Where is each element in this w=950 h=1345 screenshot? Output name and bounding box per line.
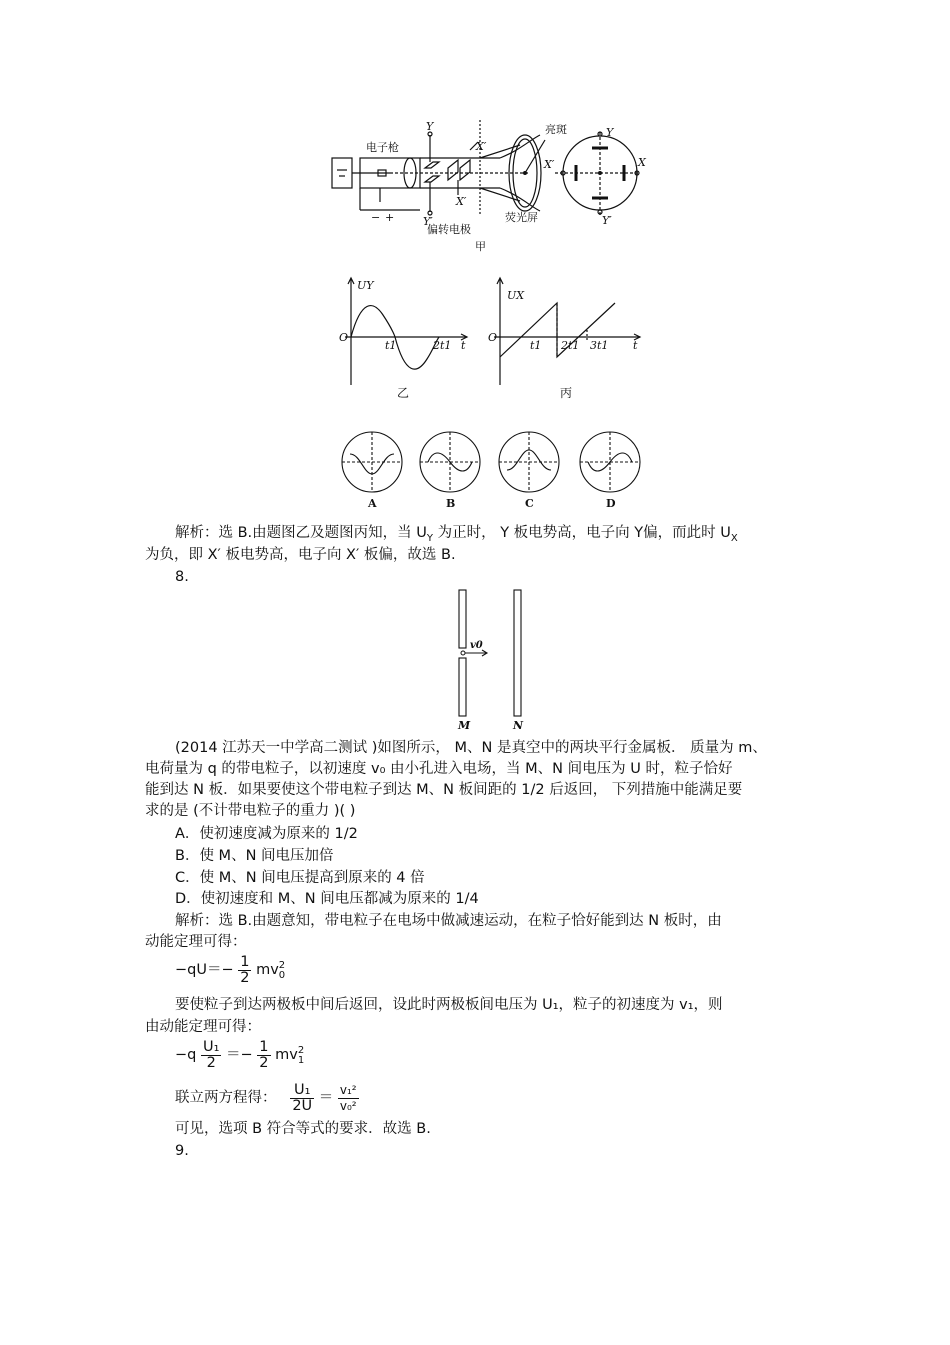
figure-caption-jia: 甲 bbox=[475, 240, 486, 253]
q8-option-d: D．使初速度和 M、N 间电压都减为原来的 1/4 bbox=[175, 891, 479, 907]
plate-m-lower bbox=[459, 658, 466, 716]
q8-stem-line2: 电荷量为 q 的带电粒子，以初速度 v₀ 由小孔进入电场，当 M、N 间电压为 U 时，粒子恰好 bbox=[145, 761, 733, 777]
q7-solution-line2: 为负，即 X′ 板电势高，电子向 X′ 板偏，故选 B. bbox=[145, 547, 456, 563]
q7-solution-line1: 解析：选 B.由题图乙及题图丙知，当 $U_Y$ 为正时， Y 板电势高，电子向 Y偏，而此时 $U_X$ bbox=[175, 525, 738, 544]
label-minus: − bbox=[371, 211, 381, 224]
option-figures bbox=[338, 428, 648, 513]
q8-stem-line4: 求的是 (不计带电粒子的重力 )( ) bbox=[145, 803, 356, 819]
label-y-prime-front: Y′ bbox=[602, 214, 612, 227]
label-t1-left: t1 bbox=[385, 339, 397, 352]
label-x-prime: X′ bbox=[476, 140, 487, 153]
q8-number: 8. bbox=[175, 569, 189, 585]
label-y: Y bbox=[426, 120, 434, 133]
label-n: N bbox=[513, 719, 524, 732]
label-bright-spot: 亮斑 bbox=[545, 123, 567, 136]
label-deflection-plates: 偏转电极 bbox=[427, 223, 471, 236]
q9-number: 9. bbox=[175, 1143, 189, 1159]
label-origin-left: O bbox=[339, 331, 349, 344]
q8-option-b: B．使 M、N 间电压加倍 bbox=[175, 848, 334, 864]
q8-solution-line3: 要使粒子到达两极板中间后返回，设此时两极板间电压为 U₁，粒子的初速度为 v₁，则 bbox=[175, 997, 723, 1013]
option-label-c: C bbox=[525, 497, 534, 510]
q8-option-c: C．使 M、N 间电压提高到原来的 4 倍 bbox=[175, 870, 425, 886]
q8-solution-line1: 解析：选 B.由题意知，带电粒子在电场中做减速运动，在粒子恰好能到达 N 板时，由 bbox=[175, 913, 722, 929]
label-y-front: Y bbox=[606, 126, 614, 139]
label-2t1-right: 2t1 bbox=[561, 339, 580, 352]
label-x-prime-2: X′ bbox=[456, 195, 467, 208]
figure-caption-yi: 乙 bbox=[397, 386, 410, 400]
equation-2: −q $\frac{\text{U₁}}{2}$ ＝− $\frac{1}{2}$ mv 2 1 bbox=[175, 1039, 305, 1071]
label-uy: UY bbox=[357, 279, 374, 292]
label-m: M bbox=[458, 719, 471, 732]
q8-option-a: A．使初速度减为原来的 1/2 bbox=[175, 826, 358, 842]
label-electron-gun: 电子枪 bbox=[366, 141, 399, 154]
label-ux: UX bbox=[507, 289, 525, 302]
q8-solution-line2: 动能定理可得： bbox=[145, 934, 247, 950]
label-y-prime: Y′ bbox=[423, 215, 433, 228]
q8-stem-line3: 能到达 N 板．如果要使这个带电粒子到达 M、N 板间距的 1/2 后返回， 下列措施中能满足要 bbox=[145, 782, 743, 798]
plate-m-upper bbox=[459, 590, 466, 648]
label-v0: v0 bbox=[470, 640, 483, 651]
figure-caption-bing: 丙 bbox=[560, 386, 573, 400]
option-label-d: D bbox=[606, 497, 616, 510]
option-label-a: A bbox=[368, 497, 377, 510]
label-3t1-right: 3t1 bbox=[590, 339, 609, 352]
plate-n bbox=[514, 590, 521, 716]
oscilloscope-diagram bbox=[330, 120, 650, 255]
equation-3: 联立两方程得： $\frac{\text{U₁}}{2U}$ ＝ $\frac{\text{v₁²}}{\text{v₀²}}$ bbox=[175, 1082, 357, 1114]
label-origin-right: O bbox=[488, 331, 498, 344]
q8-solution-line4: 由动能定理可得： bbox=[145, 1019, 261, 1035]
label-t-left: t bbox=[461, 339, 466, 352]
q8-solution-conclusion: 可见，选项 B 符合等式的要求．故选 B. bbox=[175, 1121, 431, 1137]
parallel-plates-diagram bbox=[450, 588, 530, 733]
label-x-front: X bbox=[638, 156, 646, 169]
label-x-prime-front: X′ bbox=[544, 158, 555, 171]
label-t1-right: t1 bbox=[530, 339, 542, 352]
option-label-b: B bbox=[446, 497, 456, 510]
label-screen: 荧光屏 bbox=[505, 211, 538, 224]
label-2t1-left: 2t1 bbox=[433, 339, 452, 352]
equation-1: −qU＝− $\frac{1}{2}$ mv 2 0 bbox=[175, 954, 286, 986]
q8-stem-line1: (2014 江苏天一中学高二测试 )如图所示， M、N 是真空中的两块平行金属板． 质量为 m、 bbox=[175, 740, 767, 756]
label-t-right: t bbox=[633, 339, 638, 352]
waveform-diagrams bbox=[335, 275, 645, 405]
label-plus: + bbox=[385, 211, 395, 224]
